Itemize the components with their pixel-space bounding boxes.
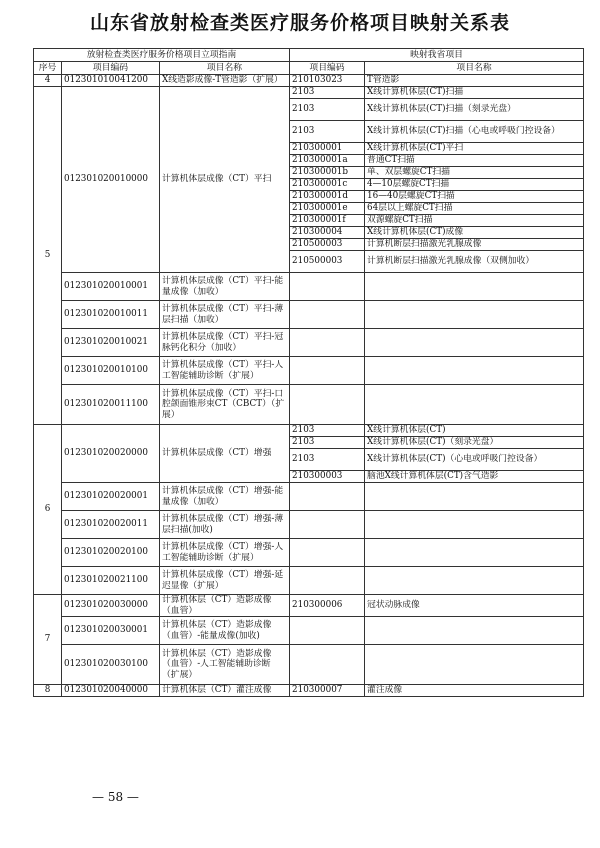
item-name-cell: 计算机体层成像（CT）平扫-口腔颌面锥形束CT（CBCT）（扩展） [160,385,290,425]
mapped-name-cell: X线计算机体层(CT)平扫 [365,143,584,155]
mapped-code-cell: 210500003 [290,251,365,273]
mapped-code-cell [290,301,365,329]
item-name-cell: 计算机体层成像（CT）平扫 [160,87,290,273]
mapped-name-cell [365,511,584,539]
table-row [34,385,584,425]
mapped-name-cell: X线计算机体层(CT)成像 [365,227,584,239]
mapped-name-cell [365,483,584,511]
table-row [34,357,584,385]
mapped-name-cell: X线计算机体层(CT)（刻录光盘） [365,437,584,449]
mapped-code-cell: 2103 [290,87,365,99]
mapped-name-cell: 计算机断层扫描激光乳腺成像（双侧加收） [365,251,584,273]
mapped-code-cell [290,273,365,301]
table-row [34,273,584,301]
mapped-code-cell: 210300003 [290,471,365,483]
item-name-cell: 计算机体层（CT）造影成像（血管）-人工智能辅助诊断（扩展） [160,645,290,685]
table-body [34,75,584,697]
item-name-cell: 计算机体层成像（CT）增强-薄层扫描(加收) [160,511,290,539]
code-header: 项目编码 [62,62,160,75]
mapped-name-cell [365,301,584,329]
mapped-code-cell: 210500003 [290,239,365,251]
mapped-code-cell [290,645,365,685]
item-code-cell: 012301020011100 [62,385,160,425]
item-name-cell: 计算机体层（CT）灌注成像 [160,685,290,697]
table-row [34,483,584,511]
table-row [34,567,584,595]
mapped-code-cell [290,539,365,567]
mapped-name-cell [365,567,584,595]
mapping-table [33,48,584,697]
mapped-code-cell: 210300001 [290,143,365,155]
table-row [34,685,584,697]
mapped-name-cell [365,617,584,645]
table-row [34,425,584,437]
item-code-cell: 012301020010100 [62,357,160,385]
item-code-cell: 012301020020011 [62,511,160,539]
table-row [34,595,584,617]
item-code-cell: 012301020021100 [62,567,160,595]
mapped-name-cell [365,357,584,385]
mapped-name-cell: X线计算机体层(CT)扫描（心电或呼吸门控设备） [365,121,584,143]
item-name-cell: 计算机体层成像（CT）增强-延迟显像（扩展） [160,567,290,595]
table-row [34,301,584,329]
mapped-name-cell: 普通CT扫描 [365,155,584,167]
mapped-code-cell: 210103023 [290,75,365,87]
item-name-cell: 计算机体层成像（CT）增强-能量成像（加收） [160,483,290,511]
item-name-cell: 计算机体层成像（CT）平扫-能量成像（加收） [160,273,290,301]
item-code-cell: 012301020020100 [62,539,160,567]
item-code-cell: 012301020030001 [62,617,160,645]
mapped-name-cell: 双源螺旋CT扫描 [365,215,584,227]
table-row [34,511,584,539]
mapped-name-cell: X线计算机体层(CT)扫描 [365,87,584,99]
mapped-name-cell: 灌注成像 [365,685,584,697]
page-number: — 58 — [92,790,139,804]
item-name-cell: 计算机体层（CT）造影成像（血管） [160,595,290,617]
mapped-code-cell: 210300001c [290,179,365,191]
item-name-cell: 计算机体层成像（CT）平扫-冠脉钙化积分（加收） [160,329,290,357]
item-code-cell: 012301020030100 [62,645,160,685]
item-name-cell: 计算机体层成像（CT）增强 [160,425,290,483]
mapped-name-cell: 冠状动脉成像 [365,595,584,617]
mapped-code-cell [290,329,365,357]
mapped-code-cell: 210300001a [290,155,365,167]
mapped-code-cell: 210300004 [290,227,365,239]
mapped-code-cell: 210300001b [290,167,365,179]
mapped-code-cell [290,385,365,425]
mapped-code-cell: 210300007 [290,685,365,697]
mapped-code-cell [290,567,365,595]
seq-cell: 4 [34,75,62,87]
mapped-name-cell: X线计算机体层(CT) [365,425,584,437]
item-code-cell: 012301020010011 [62,301,160,329]
mapped-name-cell [365,539,584,567]
item-code-cell: 012301020020001 [62,483,160,511]
mapped-name-cell [365,385,584,425]
name-header: 项目名称 [160,62,290,75]
mapped-code-cell [290,511,365,539]
mapped-name-cell: 16—40层螺旋CT扫描 [365,191,584,203]
mapped-name-cell: 脑池X线计算机体层(CT)含气造影 [365,471,584,483]
mapped-code-cell: 2103 [290,437,365,449]
seq-cell: 7 [34,595,62,685]
mapped-code-cell: 2103 [290,99,365,121]
mapped-name-cell: 计算机断层扫描激光乳腺成像 [365,239,584,251]
mapped-name-cell: X线计算机体层(CT)扫描（刻录光盘） [365,99,584,121]
left-group-header: 放射检查类医疗服务价格项目立项指南 [34,49,290,62]
mapped-code-cell: 2103 [290,425,365,437]
item-code-cell: 012301020040000 [62,685,160,697]
seq-cell: 8 [34,685,62,697]
item-code-cell: 012301010041200 [62,75,160,87]
item-name-cell: X线造影成像-T管造影（扩展） [160,75,290,87]
mapped-name-cell: X线计算机体层(CT)（心电或呼吸门控设备） [365,449,584,471]
map-code-header: 项目编码 [290,62,365,75]
item-name-cell: 计算机体层成像（CT）增强-人工智能辅助诊断（扩展） [160,539,290,567]
map-name-header: 项目名称 [365,62,584,75]
mapped-code-cell: 210300001d [290,191,365,203]
mapped-code-cell: 210300001f [290,215,365,227]
table-row [34,645,584,685]
seq-cell: 5 [34,87,62,425]
mapped-code-cell: 210300001e [290,203,365,215]
item-code-cell: 012301020010001 [62,273,160,301]
item-code-cell: 012301020010000 [62,87,160,273]
item-code-cell: 012301020020000 [62,425,160,483]
mapped-code-cell [290,357,365,385]
table-row [34,75,584,87]
item-name-cell: 计算机体层成像（CT）平扫-薄层扫描（加收） [160,301,290,329]
item-code-cell: 012301020010021 [62,329,160,357]
table-row [34,87,584,99]
table-row [34,329,584,357]
mapped-code-cell: 210300006 [290,595,365,617]
mapped-name-cell: 64层以上螺旋CT扫描 [365,203,584,215]
seq-cell: 6 [34,425,62,595]
seq-header: 序号 [34,62,62,75]
mapped-code-cell: 2103 [290,121,365,143]
page-title: 山东省放射检查类医疗服务价格项目映射关系表 [89,12,510,34]
table-row [34,617,584,645]
mapped-name-cell: 单、双层螺旋CT扫描 [365,167,584,179]
mapped-name-cell: T管造影 [365,75,584,87]
item-name-cell: 计算机体层（CT）造影成像（血管）-能量成像(加收) [160,617,290,645]
mapped-code-cell: 2103 [290,449,365,471]
item-code-cell: 012301020030000 [62,595,160,617]
mapped-code-cell [290,483,365,511]
item-name-cell: 计算机体层成像（CT）平扫-人工智能辅助诊断（扩展） [160,357,290,385]
mapped-name-cell [365,645,584,685]
table-row [34,539,584,567]
mapped-name-cell [365,329,584,357]
mapped-name-cell [365,273,584,301]
mapped-code-cell [290,617,365,645]
mapped-name-cell: 4—10层螺旋CT扫描 [365,179,584,191]
right-group-header: 映射我省项目 [290,49,584,62]
